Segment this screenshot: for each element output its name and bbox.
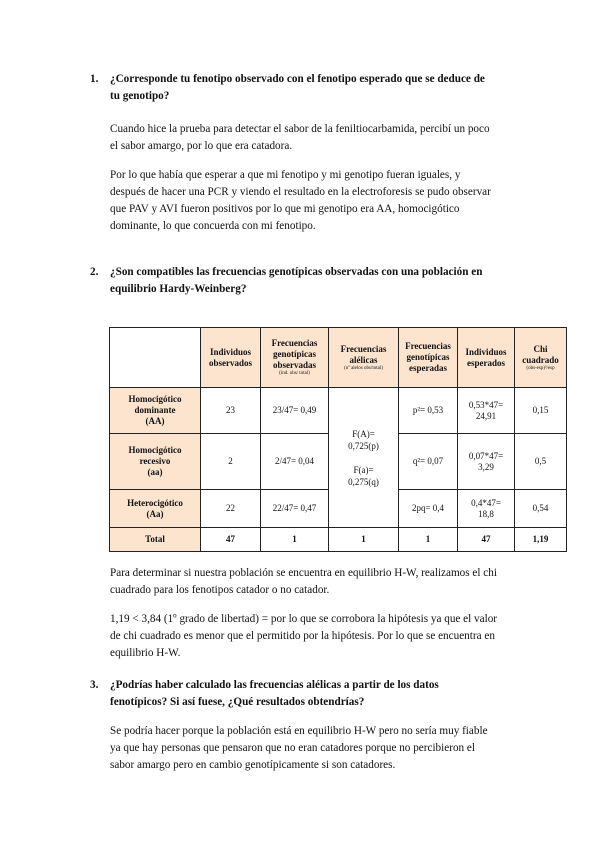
question-1-paragraph-2: Por lo que había que esperar a que mi fenotipo y mi genotipo fueran iguales, y después de hacer una PCR y viendo el resultado en la electroforesis se pudo observar que PAV y AVI fueron positivos por lo que mi genotipo era AA, homocigótico dominante, lo que concuerda con mi fenotipo. [110, 169, 491, 232]
header-expected-individuals: Individuos esperados [458, 328, 515, 388]
question-2-paragraph-2: 1,19 < 3,84 (1º grado de libertad) = por lo que se corrobora la hipótesis ya que el valor de chi cuadrado es menor que el permitido por la hipótesis. Por lo que se encuentra en equilibrio H-W. [110, 613, 498, 659]
cell-observed: 22 [201, 490, 261, 528]
question-number: 3. [90, 679, 99, 691]
total-expected-frequency: 1 [399, 528, 458, 552]
title-line: tu genotipo? [110, 89, 170, 102]
cell-expected: 0,07*47= 3,29 [458, 434, 515, 490]
title-line: fenotípicos? Si así fuese, ¿Qué resultados obtendrías? [110, 695, 365, 708]
table-header-row [110, 328, 567, 388]
total-allelic: 1 [329, 528, 399, 552]
cell-observed-frequency: 2/47= 0,04 [261, 434, 329, 490]
header-expected-frequencies: Frecuencias genotípicas esperadas [399, 328, 458, 388]
cell-observed-frequency: 23/47= 0,49 [261, 388, 329, 434]
cell-expected-frequency: 2pq= 0,4 [399, 490, 458, 528]
header-empty-cell [110, 328, 201, 388]
cell-observed: 23 [201, 388, 261, 434]
title-line: ¿Son compatibles las frecuencias genotípicas observadas con una población en [110, 266, 483, 278]
cell-observed: 2 [201, 434, 261, 490]
header-observed-individuals: Individuos observados [201, 328, 261, 388]
table-row [110, 388, 567, 434]
total-observed-frequency: 1 [261, 528, 329, 552]
row-label: Heterocigótico (Aa) [110, 490, 201, 528]
hardy-weinberg-table [109, 327, 567, 552]
row-label-total: Total [110, 528, 201, 552]
total-expected: 47 [458, 528, 515, 552]
total-chi: 1,19 [515, 528, 567, 552]
table-total-row [110, 528, 567, 552]
cell-chi: 0,54 [515, 490, 567, 528]
cell-chi: 0,5 [515, 434, 567, 490]
question-3-paragraph-1: Se podría hacer porque la población está en equilibrio H-W pero no sería muy fiable ya que hay personas que pensaron que no eran catadores porque no percibieron el sabor amargo pero en cambio genotípicamente si son catadores. [110, 725, 488, 771]
question-2-paragraph-1: Para determinar si nuestra población se encuentra en equilibrio H-W, realizamos el chi cuadrado para los fenotipos catador o no catador. [110, 567, 497, 596]
header-chi-square: Chi cuadrado (obs-esp)²/esp [515, 328, 567, 388]
cell-expected-frequency: p²= 0,53 [399, 388, 458, 434]
question-number: 2. [90, 266, 99, 278]
question-number: 1. [90, 73, 99, 85]
cell-expected-frequency: q²= 0,07 [399, 434, 458, 490]
cell-allelic-frequencies: F(A)= 0,725(p) F(a)= 0,275(q) [329, 388, 399, 528]
title-line: ¿Podrías haber calculado las frecuencias alélicas a partir de los datos [110, 679, 439, 691]
total-observed: 47 [201, 528, 261, 552]
header-observed-frequencies: Frecuencias genotípicas observadas (ind. obs/ total) [261, 328, 329, 388]
header-allelic-frequencies: Frecuencias alélicas (nº alelos obs/total) [329, 328, 399, 388]
title-line: ¿Corresponde tu fenotipo observado con el fenotipo esperado que se deduce de [110, 73, 485, 85]
row-label: Homocigótico dominante (AA) [110, 388, 201, 434]
cell-chi: 0,15 [515, 388, 567, 434]
cell-expected: 0,4*47= 18,8 [458, 490, 515, 528]
cell-observed-frequency: 22/47= 0,47 [261, 490, 329, 528]
title-line: equilibrio Hardy-Weinberg? [110, 282, 247, 295]
cell-expected: 0,53*47= 24,91 [458, 388, 515, 434]
question-1-paragraph-1: Cuando hice la prueba para detectar el sabor de la feniltiocarbamida, percibí un poco el sabor amargo, por lo que era catadora. [110, 123, 490, 152]
row-label: Homocigótico recesivo (aa) [110, 434, 201, 490]
